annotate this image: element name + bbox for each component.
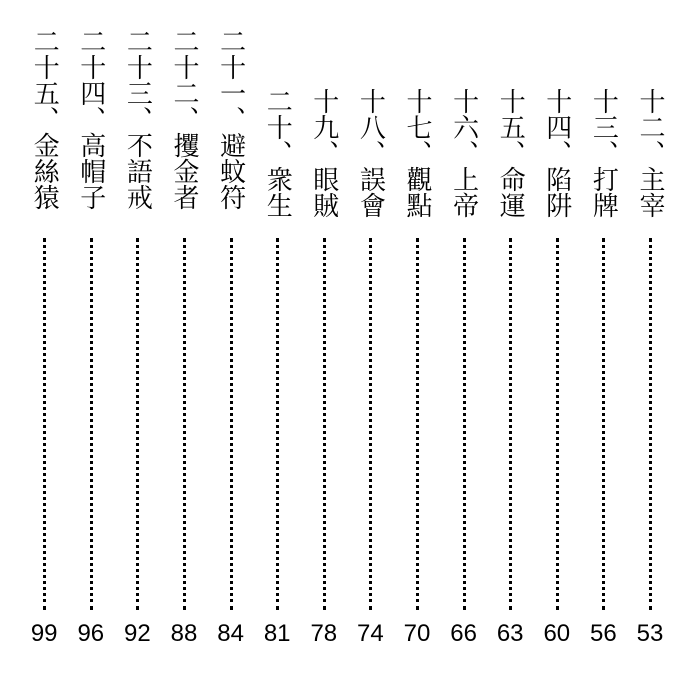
toc-entry-page-number: 84 [217, 620, 244, 647]
toc-entry-title: 二十一、避蚊符 [215, 28, 246, 210]
toc-entry-page-number: 92 [124, 620, 151, 647]
toc-entry-title: 十五、命運 [495, 88, 526, 218]
dot-leader [136, 238, 139, 610]
toc-entry-page-number: 53 [636, 620, 664, 647]
dot-leader [602, 238, 605, 610]
dot-leader [43, 238, 46, 610]
dot-leader [276, 238, 279, 610]
dot-leader [416, 238, 419, 610]
toc-entry-page-number: 99 [30, 620, 58, 647]
toc-entry-title: 十六、上帝 [448, 88, 479, 218]
toc-entry[interactable] [442, 0, 486, 686]
toc-entry-page-number: 63 [496, 620, 524, 647]
dot-leader [90, 238, 93, 610]
toc-entry[interactable] [69, 0, 113, 686]
toc-entry-page-number: 81 [263, 620, 291, 647]
toc-entry-title: 十九、眼賊 [308, 88, 339, 218]
toc-entry[interactable] [209, 0, 253, 686]
dot-leader [230, 238, 233, 610]
toc-entry-title: 二十、衆生 [262, 88, 293, 218]
toc-entry[interactable] [535, 0, 579, 686]
toc-entry-title: 十三、打牌 [588, 88, 619, 218]
dot-leader [509, 238, 512, 610]
toc-entry[interactable] [255, 0, 299, 686]
toc-entry-page-number: 78 [310, 620, 338, 647]
toc-entry-page-number: 70 [403, 620, 431, 647]
toc-entry-page-number: 66 [450, 620, 477, 647]
toc-entry[interactable] [395, 0, 439, 686]
toc-entry[interactable] [162, 0, 206, 686]
toc-entry[interactable] [115, 0, 159, 686]
toc-entry[interactable] [348, 0, 392, 686]
dot-leader [369, 238, 372, 610]
toc-entry-title: 二十五、金絲猿 [29, 28, 60, 210]
toc-entry-page-number: 74 [357, 620, 384, 647]
toc-entry-title: 十七、觀點 [402, 88, 432, 218]
toc-entry-page-number: 88 [170, 620, 198, 647]
toc-entry[interactable] [302, 0, 346, 686]
toc-entry-title: 十八、誤會 [355, 88, 386, 218]
toc-entry[interactable] [22, 0, 66, 686]
toc-entry-title: 二十四、高帽子 [75, 28, 106, 210]
toc-entry-title: 十四、陷阱 [541, 88, 572, 218]
toc-entry[interactable] [581, 0, 625, 686]
toc-entry[interactable] [628, 0, 672, 686]
dot-leader [649, 238, 652, 610]
toc-entry-title: 十二、主宰 [635, 88, 665, 218]
toc-entry-page-number: 56 [590, 620, 617, 647]
toc-entry-title: 二十二、攫金者 [169, 28, 199, 210]
dot-leader [323, 238, 326, 610]
toc-entry-page-number: 96 [77, 620, 105, 647]
dot-leader [183, 238, 186, 610]
dot-leader [463, 238, 466, 610]
toc-entry[interactable] [488, 0, 532, 686]
toc-entry-page-number: 60 [543, 620, 571, 647]
dot-leader [556, 238, 559, 610]
toc-entry-title: 二十三、不語戒 [122, 28, 153, 210]
